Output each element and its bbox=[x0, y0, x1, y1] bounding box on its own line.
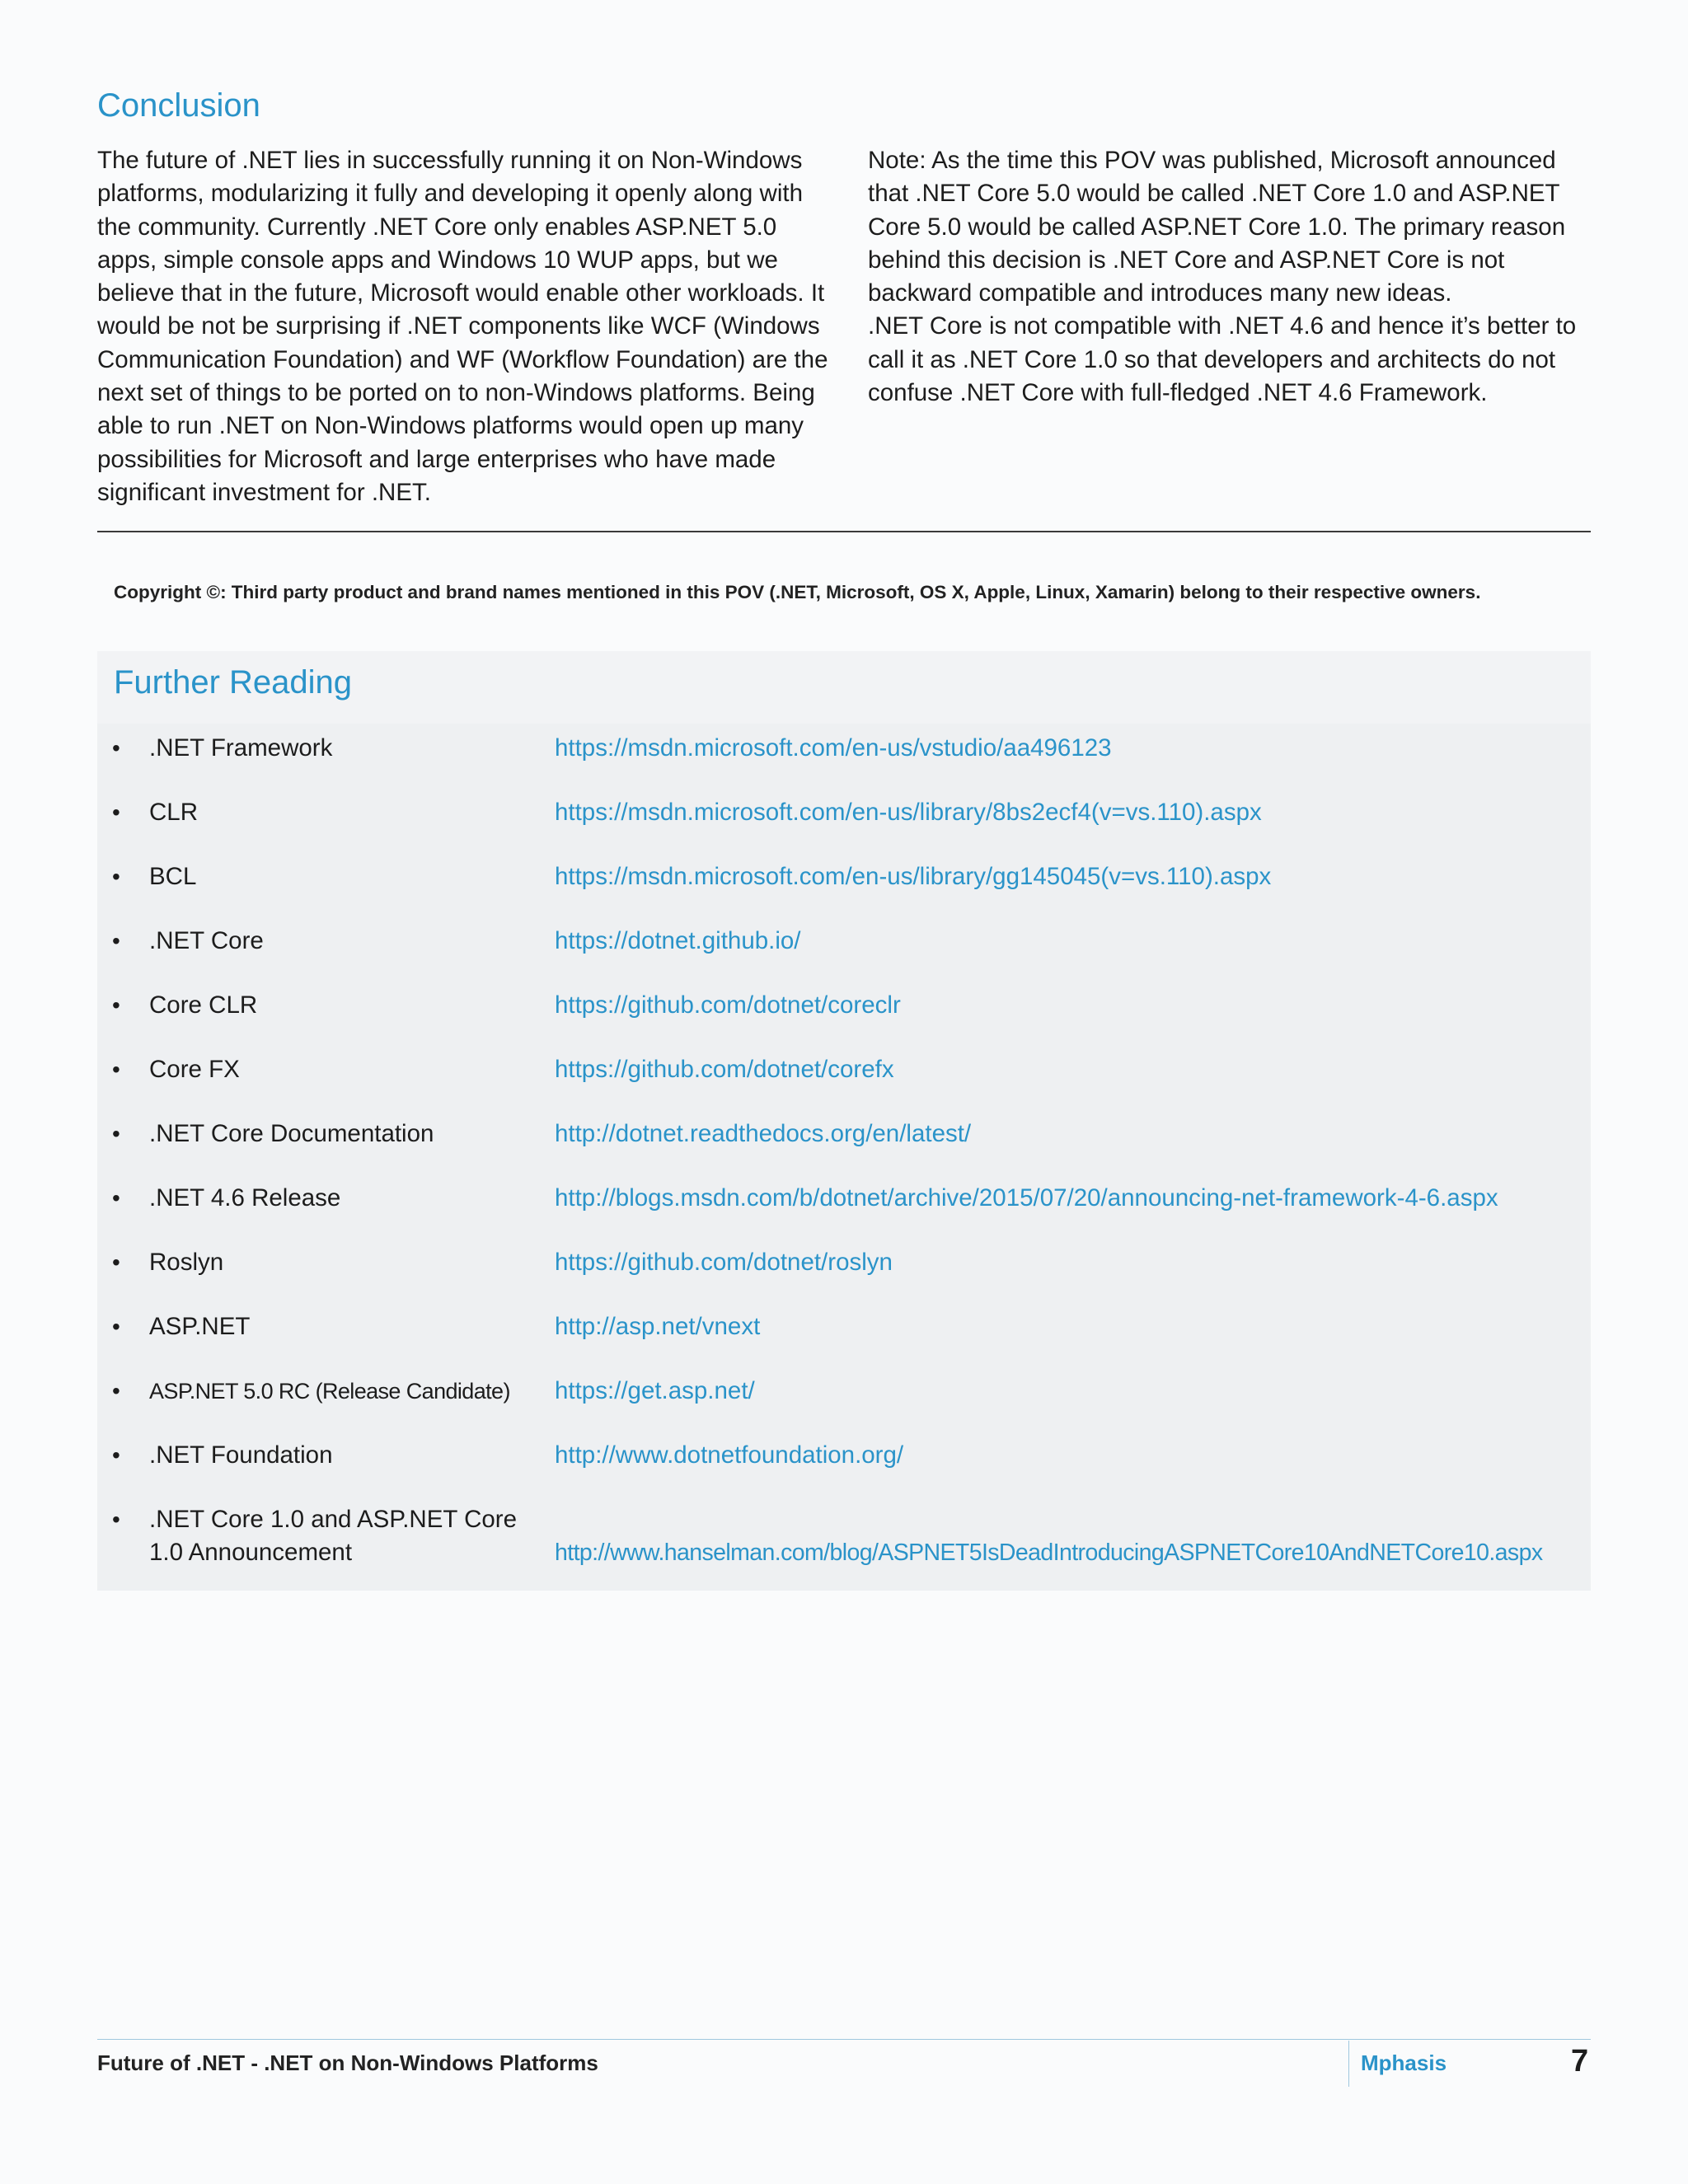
copyright-notice: Copyright ©: Third party product and brand names mentioned in this POV (.NET, Microsoft, OS X, Apple, Linux, Xamarin) belong to their respective owners. bbox=[114, 582, 1481, 602]
reading-item-link[interactable]: http://blogs.msdn.com/b/dotnet/archive/2015/07/20/announcing-net-framework-4-6.aspx bbox=[555, 1184, 1498, 1212]
section-divider bbox=[97, 531, 1591, 532]
reading-item-link[interactable]: https://msdn.microsoft.com/en-us/library/8bs2ecf4(v=vs.110).aspx bbox=[555, 799, 1262, 826]
further-reading-list bbox=[97, 724, 1591, 1591]
reading-item-name: .NET Framework bbox=[149, 734, 333, 762]
reading-item-core-fx bbox=[97, 1045, 1591, 1094]
conclusion-left-paragraph: The future of .NET lies in successfully running it on Non-Windows platforms, modularizing it fully and developing it openly along with the community. Currently .NET Core only enables ASP.NET 5.0 apps, simple console apps and Windows 10 WUP apps, but we believe that in the future, Microsoft would enable other workloads. It would be not be surprising if .NET components like WCF (Windows Communication Foundation) and WF (Workflow Foundation) are the next set of things to be ported on to non-Windows platforms. Being able to run .NET on Non-Windows platforms would open up many possibilities for Microsoft and large enterprises who have made significant investment for .NET. bbox=[97, 147, 828, 506]
bullet-icon: • bbox=[112, 1507, 120, 1532]
reading-item-bcl bbox=[97, 852, 1591, 902]
reading-item-core-clr bbox=[97, 981, 1591, 1030]
reading-item-name: ASP.NET bbox=[149, 1313, 251, 1340]
note-paragraph-1: Note: As the time this POV was published, Microsoft announced that .NET Core 5.0 would be called .NET Core 1.0 and ASP.NET Core 5.0 would be called ASP.NET Core 1.0. The primary reason behind this decision is .NET Core and ASP.NET Core is not backward compatible and introduces many new ideas. bbox=[868, 147, 1566, 307]
bullet-icon: • bbox=[112, 864, 120, 889]
reading-item-name: BCL bbox=[149, 863, 197, 890]
reading-item-link[interactable]: https://github.com/dotnet/corefx bbox=[555, 1056, 894, 1083]
reading-item-aspnet-rc bbox=[97, 1366, 1591, 1416]
bullet-icon: • bbox=[112, 735, 120, 761]
reading-item-net-core-docs bbox=[97, 1109, 1591, 1159]
further-reading-heading: Further Reading bbox=[114, 664, 353, 701]
reading-item-link[interactable]: http://www.dotnetfoundation.org/ bbox=[555, 1441, 904, 1469]
conclusion-note bbox=[868, 144, 1593, 410]
reading-item-name: .NET Foundation bbox=[149, 1441, 333, 1469]
bullet-icon: • bbox=[112, 1314, 120, 1339]
bullet-icon: • bbox=[112, 1442, 120, 1468]
reading-item-net-46-release bbox=[97, 1174, 1591, 1223]
reading-item-link[interactable]: http://www.hanselman.com/blog/ASPNET5IsDeadIntroducingASPNETCore10AndNETCore10.aspx bbox=[555, 1540, 1543, 1566]
reading-item-roslyn bbox=[97, 1238, 1591, 1287]
bullet-icon: • bbox=[112, 1185, 120, 1211]
reading-item-net-core bbox=[97, 916, 1591, 966]
note-paragraph-2: .NET Core is not compatible with .NET 4.6 and hence it’s better to call it as .NET Core 1.0 so that developers and architects do not confuse .NET Core with full-fledged .NET 4.6 Framework. bbox=[868, 312, 1577, 407]
reading-item-aspnet bbox=[97, 1302, 1591, 1352]
reading-item-name: .NET 4.6 Release bbox=[149, 1184, 341, 1212]
reading-item-link[interactable]: https://msdn.microsoft.com/en-us/vstudio/aa496123 bbox=[555, 734, 1112, 762]
reading-item-link[interactable]: https://get.asp.net/ bbox=[555, 1377, 755, 1404]
bullet-icon: • bbox=[112, 1249, 120, 1275]
footer-document-title: Future of .NET - .NET on Non-Windows Platforms bbox=[97, 2050, 598, 2075]
reading-item-net-framework bbox=[97, 724, 1591, 773]
bullet-icon: • bbox=[112, 1121, 120, 1146]
reading-item-name: .NET Core bbox=[149, 927, 264, 954]
reading-item-name: .NET Core 1.0 and ASP.NET Core 1.0 Announcement bbox=[149, 1506, 518, 1566]
reading-item-name: ASP.NET 5.0 RC (Release Candidate) bbox=[149, 1379, 510, 1404]
reading-item-name: Core CLR bbox=[149, 991, 258, 1019]
reading-item-link[interactable]: http://dotnet.readthedocs.org/en/latest/ bbox=[555, 1120, 972, 1147]
footer-divider bbox=[97, 2039, 1591, 2040]
bullet-icon: • bbox=[112, 1057, 120, 1082]
reading-item-link[interactable]: https://github.com/dotnet/roslyn bbox=[555, 1249, 893, 1276]
footer-brand: Mphasis bbox=[1361, 2050, 1447, 2075]
reading-item-link[interactable]: https://dotnet.github.io/ bbox=[555, 927, 801, 954]
reading-item-name: CLR bbox=[149, 799, 199, 826]
reading-item-core-announcement bbox=[97, 1495, 1591, 1586]
bullet-icon: • bbox=[112, 799, 120, 825]
footer-vertical-divider bbox=[1348, 2041, 1349, 2087]
reading-item-name: Core FX bbox=[149, 1056, 240, 1083]
bullet-icon: • bbox=[112, 1378, 120, 1404]
reading-item-link[interactable]: https://msdn.microsoft.com/en-us/library/gg145045(v=vs.110).aspx bbox=[555, 863, 1272, 890]
reading-item-name: .NET Core Documentation bbox=[149, 1120, 434, 1147]
page-number: 7 bbox=[1571, 2044, 1589, 2079]
bullet-icon: • bbox=[112, 992, 120, 1018]
reading-item-clr bbox=[97, 788, 1591, 837]
reading-item-name: Roslyn bbox=[149, 1249, 224, 1276]
reading-item-link[interactable]: http://asp.net/vnext bbox=[555, 1313, 761, 1340]
bullet-icon: • bbox=[112, 928, 120, 954]
reading-item-net-foundation bbox=[97, 1431, 1591, 1480]
conclusion-heading: Conclusion bbox=[97, 87, 260, 124]
reading-item-link[interactable]: https://github.com/dotnet/coreclr bbox=[555, 991, 901, 1019]
